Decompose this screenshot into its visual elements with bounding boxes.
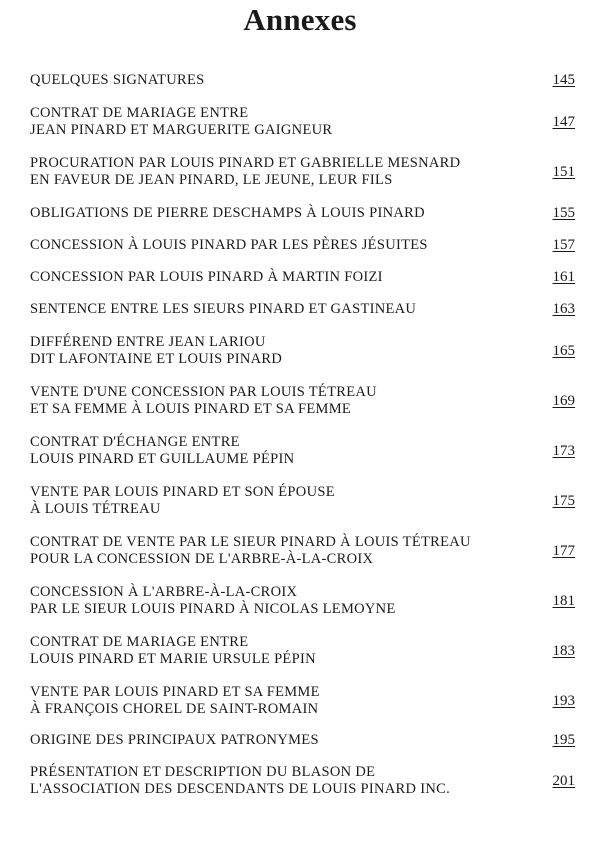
toc-entry-page-number[interactable]: 173 <box>552 443 575 459</box>
toc-entry-title <box>30 205 530 222</box>
toc-entry-title-line: JEAN PINARD ET MARGUERITE GAIGNEUR <box>30 122 333 138</box>
toc-entry-title <box>30 334 530 368</box>
toc-entry-title-line: VENTE D'UNE CONCESSION PAR LOUIS TÉTREAU <box>30 384 377 400</box>
toc-entry-title-line: CONTRAT D'ÉCHANGE ENTRE <box>30 434 240 450</box>
toc-entry-title-line: VENTE PAR LOUIS PINARD ET SON ÉPOUSE <box>30 484 335 500</box>
toc-entry-title-line: CONTRAT DE VENTE PAR LE SIEUR PINARD À LOUIS TÉTREAU <box>30 534 471 550</box>
toc-entry-title <box>30 384 530 418</box>
toc-entry-title-line: SENTENCE ENTRE LES SIEURS PINARD ET GASTINEAU <box>30 301 417 317</box>
toc-entry-title-line: PAR LE SIEUR LOUIS PINARD À NICOLAS LEMOYNE <box>30 601 396 617</box>
table-of-contents <box>0 72 600 812</box>
toc-entry-page-number[interactable]: 193 <box>552 693 575 709</box>
toc-entry-page-number[interactable]: 169 <box>552 393 575 409</box>
toc-entry-title-line: LOUIS PINARD ET MARIE URSULE PÉPIN <box>30 651 316 667</box>
toc-entry-page-number[interactable]: 163 <box>552 301 575 317</box>
toc-entry-page-number[interactable]: 165 <box>552 343 575 359</box>
toc-entry-title <box>30 684 530 718</box>
toc-entry-title <box>30 72 530 89</box>
toc-entry-title <box>30 534 530 568</box>
toc-entry-title <box>30 105 530 139</box>
toc-entry-title-line: PRÉSENTATION ET DESCRIPTION DU BLASON DE <box>30 764 376 780</box>
toc-entry-title-line: CONCESSION À LOUIS PINARD PAR LES PÈRES JÉSUITES <box>30 237 428 253</box>
toc-entry-title <box>30 434 530 468</box>
toc-entry-title-line: À FRANÇOIS CHOREL DE SAINT-ROMAIN <box>30 701 319 717</box>
toc-entry-page-number[interactable]: 155 <box>552 205 575 221</box>
toc-entry-title-line: CONTRAT DE MARIAGE ENTRE <box>30 105 249 121</box>
toc-entry-title-line: PROCURATION PAR LOUIS PINARD ET GABRIELLE MESNARD <box>30 155 461 171</box>
toc-entry-page-number[interactable]: 177 <box>552 543 575 559</box>
toc-entry-title <box>30 484 530 518</box>
toc-entry-title-line: EN FAVEUR DE JEAN PINARD, LE JEUNE, LEUR FILS <box>30 172 393 188</box>
page-title: Annexes <box>243 2 357 37</box>
toc-entry-page-number[interactable]: 151 <box>552 164 575 180</box>
toc-entry-page-number[interactable]: 157 <box>552 237 575 253</box>
toc-entry-title-line: L'ASSOCIATION DES DESCENDANTS DE LOUIS PINARD INC. <box>30 781 451 797</box>
toc-entry-title-line: CONCESSION À L'ARBRE-À-LA-CROIX <box>30 584 298 600</box>
toc-entry-title-line: ORIGINE DES PRINCIPAUX PATRONYMES <box>30 732 319 748</box>
toc-entry-page-number[interactable]: 201 <box>552 773 575 789</box>
toc-entry-page-number[interactable]: 183 <box>552 643 575 659</box>
toc-entry-title-line: POUR LA CONCESSION DE L'ARBRE-À-LA-CROIX <box>30 551 374 567</box>
toc-entry-page-number[interactable]: 195 <box>552 732 575 748</box>
toc-entry-title-line: QUELQUES SIGNATURES <box>30 72 205 88</box>
toc-entry-title-line: OBLIGATIONS DE PIERRE DESCHAMPS À LOUIS PINARD <box>30 205 425 221</box>
toc-entry-title-line: LOUIS PINARD ET GUILLAUME PÉPIN <box>30 451 295 467</box>
toc-entry-title-line: À LOUIS TÉTREAU <box>30 501 161 517</box>
toc-entry-title <box>30 732 530 749</box>
toc-entry-title <box>30 634 530 668</box>
toc-entry-title <box>30 764 530 798</box>
toc-entry-title-line: CONCESSION PAR LOUIS PINARD À MARTIN FOIZI <box>30 269 383 285</box>
toc-entry-title-line: DIFFÉREND ENTRE JEAN LARIOU <box>30 334 266 350</box>
toc-entry-title <box>30 155 530 189</box>
toc-entry-title <box>30 584 530 618</box>
toc-entry-title <box>30 301 530 318</box>
toc-entry-page-number[interactable]: 175 <box>552 493 575 509</box>
toc-entry-title-line: VENTE PAR LOUIS PINARD ET SA FEMME <box>30 684 320 700</box>
toc-entry-title <box>30 237 530 254</box>
toc-entry-page-number[interactable]: 161 <box>552 269 575 285</box>
toc-entry-page-number[interactable]: 147 <box>552 114 575 130</box>
toc-entry-page-number[interactable]: 181 <box>552 593 575 609</box>
toc-entry-title-line: DIT LAFONTAINE ET LOUIS PINARD <box>30 351 283 367</box>
toc-entry-title-line: CONTRAT DE MARIAGE ENTRE <box>30 634 249 650</box>
toc-entry-title <box>30 269 530 286</box>
toc-entry-page-number[interactable]: 145 <box>552 72 575 88</box>
toc-entry-title-line: ET SA FEMME À LOUIS PINARD ET SA FEMME <box>30 401 352 417</box>
